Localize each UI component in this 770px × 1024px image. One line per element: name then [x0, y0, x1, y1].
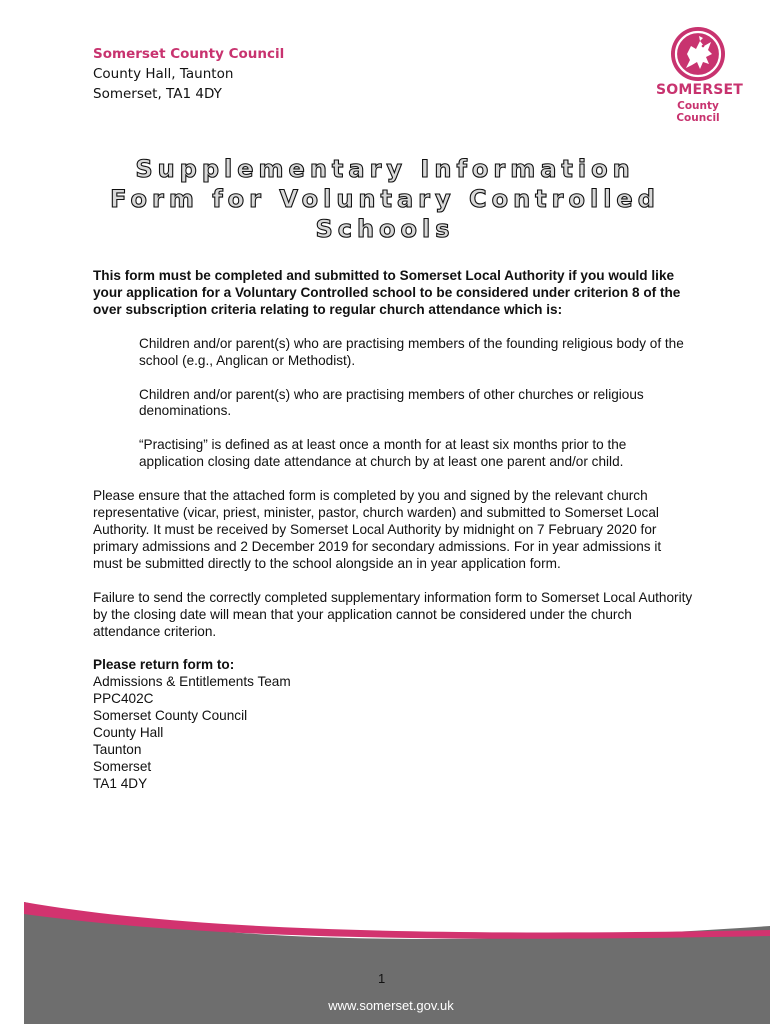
- return-address-line: Somerset County Council: [93, 708, 248, 724]
- dragon-crest-icon: [656, 24, 740, 84]
- council-logo: [656, 24, 744, 124]
- return-address-line: County Hall: [93, 725, 164, 741]
- logo-subtitle: County Council: [676, 100, 720, 124]
- footer-website-link[interactable]: www.somerset.gov.uk: [328, 998, 454, 1013]
- criterion-item: Children and/or parent(s) who are practising members of other churches or religious denominations.: [139, 386, 644, 419]
- criterion-item: “Practising” is defined as at least once a month for at least six months prior to the application closing date attendance at church by at least one parent and/or child.: [139, 437, 627, 470]
- warning-paragraph: Failure to send the correctly completed supplementary information form to Somerset Local Authority by the closing date will mean that your application cannot be considered under the church attendance criterion.: [93, 589, 693, 639]
- title-line-1: Supplementary Information: [135, 155, 635, 183]
- return-address-line: Somerset: [93, 758, 152, 774]
- address-line-1: County Hall, Taunton: [93, 66, 234, 82]
- header-address: [93, 44, 284, 104]
- return-address-line: Admissions & Entitlements Team: [93, 674, 291, 690]
- return-address-line: Taunton: [93, 741, 142, 757]
- title-line-3: Schools: [315, 215, 455, 243]
- form-body: [93, 268, 693, 793]
- criterion-item: Children and/or parent(s) who are practising members of the founding religious body of the school (e.g., Anglican or Methodist).: [139, 335, 684, 368]
- return-address-line: PPC402C: [93, 691, 154, 707]
- return-address-line: TA1 4DY: [93, 775, 148, 791]
- page-number: 1: [378, 971, 386, 986]
- return-address: [93, 674, 693, 792]
- address-line-2: Somerset, TA1 4DY: [93, 86, 222, 102]
- intro-paragraph: This form must be completed and submitted to Somerset Local Authority if you would like your application for a Voluntary Controlled school to be considered under criterion 8 of the over subscription criteria relating to regular church attendance which is:: [93, 268, 681, 317]
- document-title: [60, 154, 710, 244]
- instructions-paragraph: Please ensure that the attached form is completed by you and signed by the relevant church representative (vicar, priest, minister, pastor, church warden) and submitted to Somerset Local Authority. It must be received by Somerset Local Authority by midnight on 7 February 2020 for primary admissions and 2 December 2019 for secondary admissions. For in year admissions it must be submitted directly to the school alongside an in year application form.: [93, 488, 662, 571]
- return-address-label: Please return form to:: [93, 657, 235, 673]
- council-name: Somerset County Council: [93, 46, 285, 62]
- logo-wordmark: SOMERSET: [656, 82, 744, 98]
- title-line-2: Form for Voluntary Controlled: [110, 185, 660, 213]
